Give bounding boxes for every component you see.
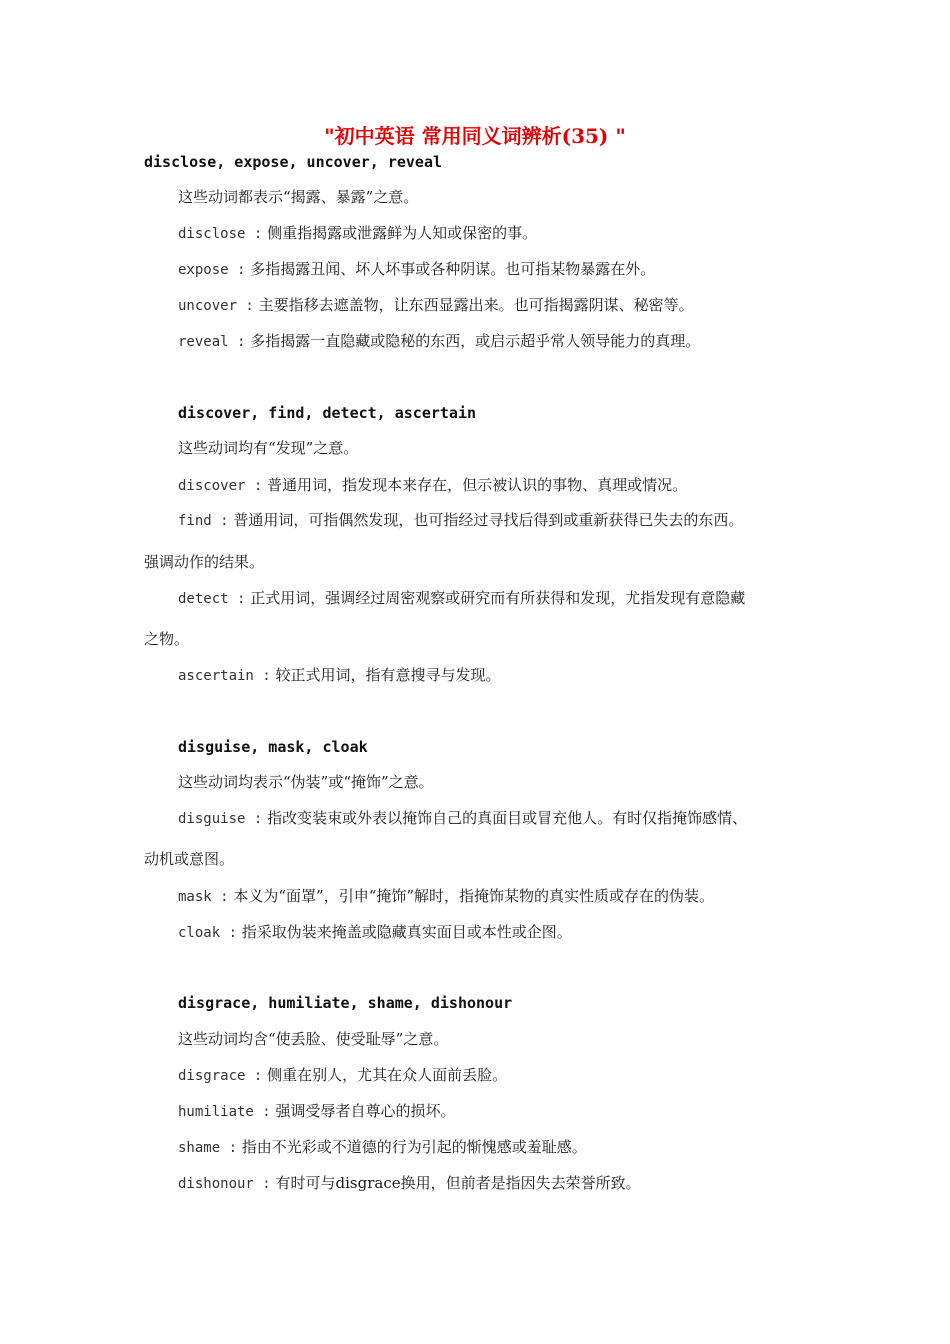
definition-text: 正式用词，强调经过周密观察或研究而有所获得和发现，尤指发现有意隐藏 bbox=[250, 589, 746, 607]
definition-term: ascertain : bbox=[178, 668, 271, 684]
definition-text: 本义为“面罩”，引申“掩饰”解时，指掩饰某物的真实性质或存在的伪装。 bbox=[233, 887, 715, 905]
definition-text: 侧重指揭露或泄露鲜为人知或保密的事。 bbox=[267, 224, 538, 242]
definition-continuation: 之物。 bbox=[144, 630, 190, 648]
definition-term: disgrace : bbox=[178, 1068, 263, 1084]
definition-continuation: 强调动作的结果。 bbox=[144, 553, 265, 571]
definition-continuation: 动机或意图。 bbox=[144, 850, 235, 868]
definition-text: 有时可与disgrace换用，但前者是指因失去荣誉所致。 bbox=[275, 1174, 641, 1192]
group-heading: disguise, mask, cloak bbox=[178, 738, 368, 756]
definition-line bbox=[178, 474, 687, 497]
definition-term: dishonour : bbox=[178, 1176, 271, 1192]
definition-line bbox=[178, 1064, 507, 1087]
definition-term: humiliate : bbox=[178, 1104, 271, 1120]
group-intro: 这些动词均表示“伪装”或“掩饰”之意。 bbox=[178, 773, 434, 791]
definition-term: discover : bbox=[178, 478, 263, 494]
definition-text: 侧重在别人，尤其在众人面前丢脸。 bbox=[267, 1066, 508, 1084]
definition-line bbox=[178, 1172, 641, 1195]
definition-text: 强调受辱者自尊心的损坏。 bbox=[275, 1102, 456, 1120]
definition-line bbox=[178, 1136, 587, 1159]
definition-line bbox=[178, 330, 700, 353]
group-heading: disgrace, humiliate, shame, dishonour bbox=[178, 994, 513, 1012]
definition-line bbox=[178, 664, 501, 687]
definition-text: 普通用词，指发现本来存在，但示被认识的事物、真理或情况。 bbox=[267, 476, 688, 494]
definition-text: 指采取伪装来掩盖或隐藏真实面目或本性或企图。 bbox=[241, 923, 572, 941]
definition-term: find : bbox=[178, 513, 229, 529]
definition-term: disguise : bbox=[178, 811, 263, 827]
definition-term: mask : bbox=[178, 889, 229, 905]
definition-text: 多指揭露一直隐藏或隐秘的东西，或启示超乎常人领导能力的真理。 bbox=[250, 332, 701, 350]
definition-term: expose : bbox=[178, 262, 246, 278]
group-intro: 这些动词都表示“揭露、暴露”之意。 bbox=[178, 188, 419, 206]
definition-term: shame : bbox=[178, 1140, 238, 1156]
definition-term: cloak : bbox=[178, 925, 238, 941]
definition-text: 指由不光彩或不道德的行为引起的惭愧感或羞耻感。 bbox=[241, 1138, 587, 1156]
definition-line bbox=[178, 258, 655, 281]
definition-text: 较正式用词，指有意搜寻与发现。 bbox=[275, 666, 501, 684]
definition-line bbox=[178, 294, 694, 317]
definition-term: reveal : bbox=[178, 334, 246, 350]
definition-text: 主要指移去遮盖物，让东西显露出来。也可指揭露阴谋、秘密等。 bbox=[258, 296, 694, 314]
definition-line bbox=[178, 921, 572, 944]
group-intro: 这些动词均含“使丢脸、使受耻辱”之意。 bbox=[178, 1030, 449, 1048]
definition-term: disclose : bbox=[178, 226, 263, 242]
page-title: "初中英语 常用同义词辨析(35) " bbox=[324, 124, 626, 148]
definition-line bbox=[178, 222, 537, 245]
definition-line bbox=[178, 807, 747, 830]
group-heading: disclose, expose, uncover, reveal bbox=[144, 153, 443, 171]
definition-text: 多指揭露丑闻、坏人坏事或各种阴谋。也可指某物暴露在外。 bbox=[250, 260, 656, 278]
definition-term: uncover : bbox=[178, 298, 254, 314]
definition-line bbox=[178, 509, 743, 532]
definition-term: detect : bbox=[178, 591, 246, 607]
definition-line bbox=[178, 1100, 456, 1123]
definition-text: 指改变装束或外表以掩饰自己的真面目或冒充他人。有时仅指掩饰感情、 bbox=[267, 809, 748, 827]
definition-text: 普通用词，可指偶然发现，也可指经过寻找后得到或重新获得已失去的东西。 bbox=[233, 511, 744, 529]
definition-line bbox=[178, 587, 745, 610]
group-intro: 这些动词均有“发现”之意。 bbox=[178, 439, 359, 457]
group-heading: discover, find, detect, ascertain bbox=[178, 404, 477, 422]
definition-line bbox=[178, 885, 714, 908]
